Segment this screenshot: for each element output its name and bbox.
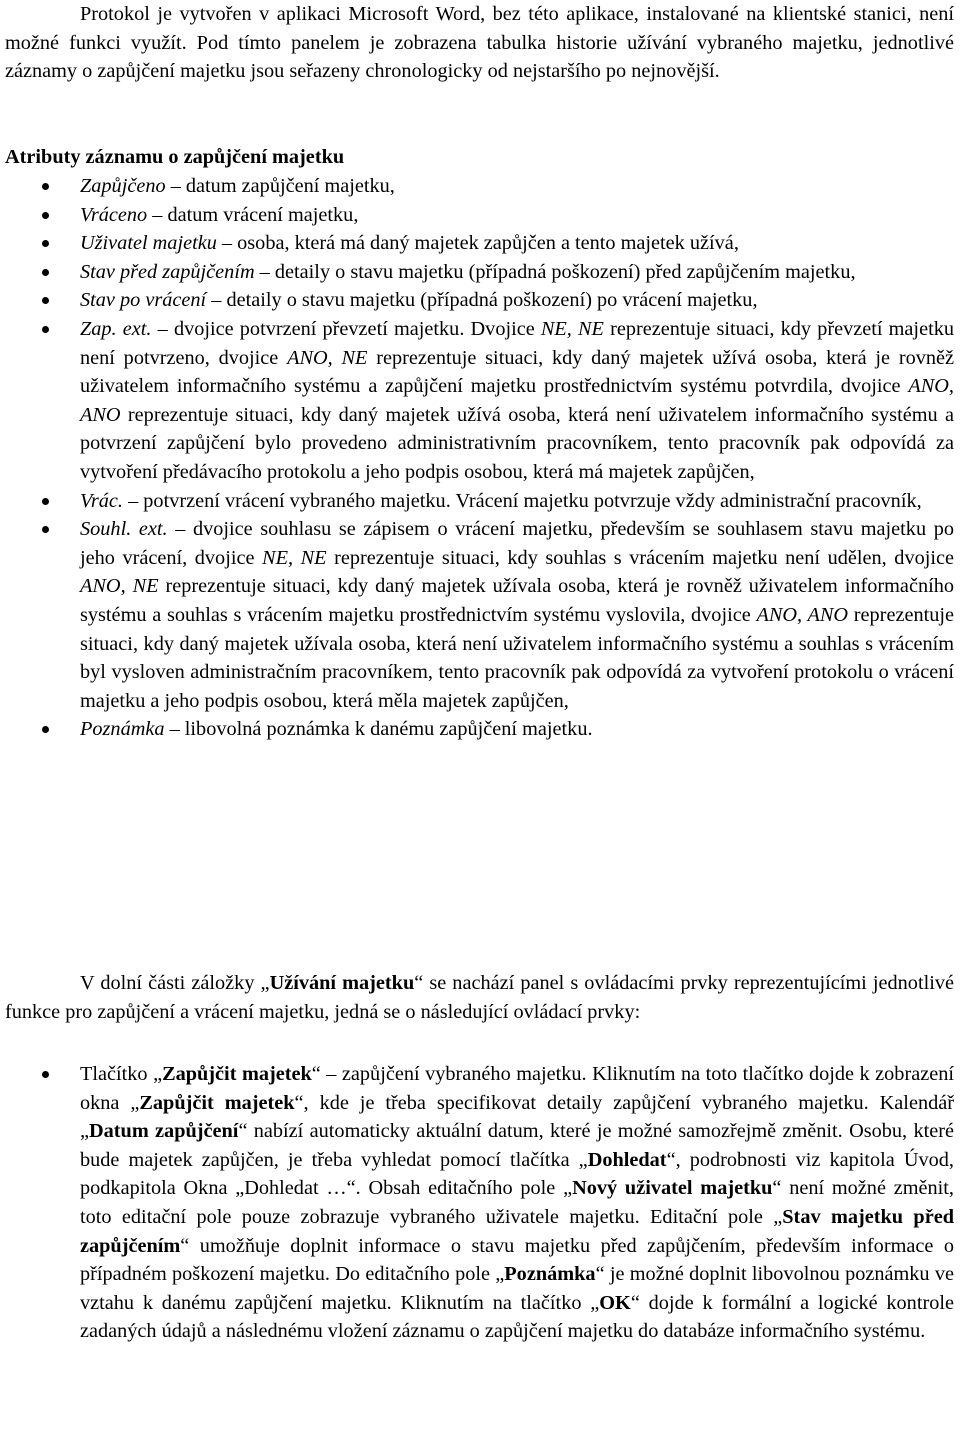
- control-item-zapujcit: Tlačítko „Zapůjčit majetek“ – zapůjčení vybraného majetku. Kliknutím na toto tlačítko dojde k zobrazení okna „Zapůjčit majetek“, kde je třeba specifikovat detaily zapůjčení vybraného majetku. Kalendář „Datum zapůjčení“ nabízí automaticky aktuální datum, které je možné samozřejmě změnit. Osobu, které bude majetek zapůjčen, je třeba vyhledat pomocí tlačítka „Dohledat“, podrobnosti viz kapitola Úvod, podkapitola Okna „Dohledat …“. Obsah editačního pole „Nový uživatel majetku“ není možné změnit, toto editační pole pouze zobrazuje vybraného uživatele majetku. Editační pole „Stav majetku před zapůjčením“ umožňuje doplnit informace o stavu majetku před zapůjčením, především informace o případném poškození majetku. Do editačního pole „Poznámka“ je možné doplnit libovolnou poznámku ve vztahu k danému zapůjčení majetku. Kliknutím na tlačítko „OK“ dojde k formální a logické kontrole zadaných údajů a následnému vložení záznamu o zapůjčení majetku do databáze informačního systému.: [5, 1060, 954, 1346]
- controls-list: [5, 1060, 954, 1346]
- lend-window-name: Zapůjčit majetek: [139, 1091, 295, 1114]
- intro-paragraph: Protokol je vytvořen v aplikaci Microsoft Word, bez této aplikace, instalované na klientské stanici, není možné funkci využít. Pod tímto panelem je zobrazena tabulka historie užívání vybraného majetku, jednotlivé záznamy o zapůjčení majetku jsou seřazeny chronologicky od nejstaršího po nejnovější.: [5, 3, 954, 83]
- attribute-item-vraceno: Vráceno – datum vrácení majetku,: [5, 201, 954, 230]
- state-field-name: Stav majetku před zapůjčením: [80, 1205, 954, 1257]
- attribute-item-poznamka: Poznámka – libovolná poznámka k danému zapůjčení majetku.: [5, 715, 954, 744]
- attribute-item-stav-pred: Stav před zapůjčením – detaily o stavu majetku (případná poškození) před zapůjčením majetku,: [5, 258, 954, 287]
- attribute-item-stav-po: Stav po vrácení – detaily o stavu majetku (případná poškození) po vrácení majetku,: [5, 286, 954, 315]
- new-user-field-name: Nový uživatel majetku: [572, 1177, 773, 1200]
- date-calendar-name: Datum zapůjčení: [89, 1120, 239, 1143]
- attribute-item-souhl-ext: Souhl. ext. – dvojice souhlasu se zápisem o vrácení majetku, především se souhlasem stavu majetku po jeho vrácení, dvojice NE, NE reprezentuje situaci, kdy souhlas s vrácením majetku není udělen, dvojice ANO, NE reprezentuje situaci, kdy daný majetek užívala osoba, která je rovněž uživatelem informačního systému a souhlas s vrácením majetku prostřednictvím systému vyslovila, dvojice ANO, ANO reprezentuje situaci, kdy daný majetek užívala osoba, která není uživatelem informačního systému a souhlas s vrácením byl vysloven administračním pracovníkem, tento pracovník pak odpovídá za vytvoření protokolu o vrácení majetku a jeho podpis osobou, která měla majetek zapůjčen,: [5, 515, 954, 715]
- tab-name-uzivani-majetku: Užívání majetku: [269, 972, 415, 994]
- ok-button-name: OK: [599, 1291, 631, 1314]
- attribute-item-zap-ext: Zap. ext. – dvojice potvrzení převzetí majetku. Dvojice NE, NE reprezentuje situaci, kdy převzetí majetku není potvrzeno, dvojice ANO, NE reprezentuje situaci, kdy daný majetek užívá osoba, která je rovněž uživatelem informačního systému a zapůjčení majetku prostřednictvím systému potvrdila, dvojice ANO, ANO reprezentuje situaci, kdy daný majetek užívá osoba, která není uživatelem informačního systému a potvrzení zapůjčení bylo provedeno administrativním pracovníkem, tento pracovník pak odpovídá za vytvoření předávacího protokolu a jeho podpis osobou, která má majetek zapůjčen,: [5, 315, 954, 487]
- attributes-heading: Atributy záznamu o zapůjčení majetku: [5, 146, 345, 168]
- note-field-name: Poznámka: [504, 1263, 596, 1286]
- attribute-item-vrac: Vrác. – potvrzení vrácení vybraného majetku. Vrácení majetku potvrzuje vždy administrační pracovník,: [5, 487, 954, 516]
- panel-paragraph: V dolní části záložky „Užívání majetku“ se nachází panel s ovládacími prvky reprezentujícími jednotlivé funkce pro zapůjčení a vrácení majetku, jedná se o následující ovládací prvky:: [5, 972, 954, 1023]
- attributes-list: [5, 172, 954, 744]
- search-button-name: Dohledat: [587, 1148, 667, 1171]
- lend-button-name: Zapůjčit majetek: [162, 1063, 312, 1085]
- attribute-item-zapujceno: Zapůjčeno – datum zapůjčení majetku,: [5, 172, 954, 201]
- attribute-item-uzivatel: Uživatel majetku – osoba, která má daný majetek zapůjčen a tento majetek užívá,: [5, 229, 954, 258]
